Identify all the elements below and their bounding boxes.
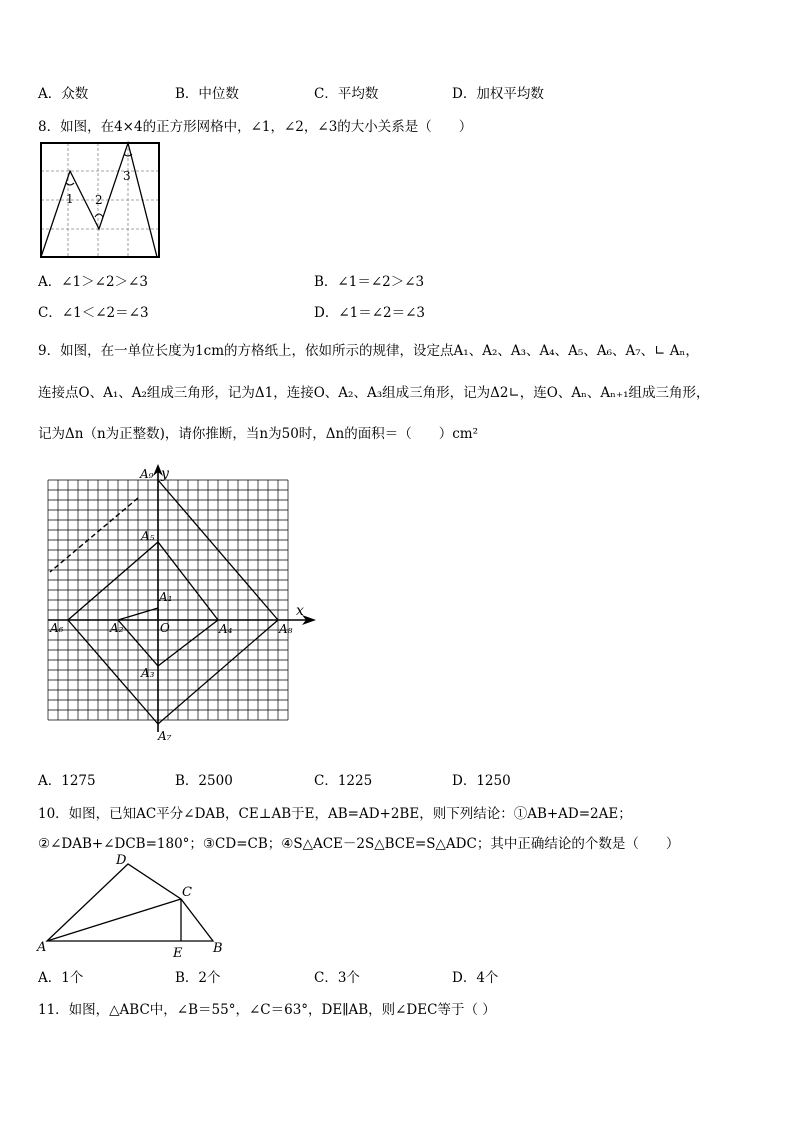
q8-angle-3-label: 3 <box>123 169 131 183</box>
q10-option-c: C．3个 <box>314 970 360 986</box>
q10-option-b: B．2个 <box>175 970 221 986</box>
q9-coordinate-figure <box>38 462 328 752</box>
q9-label-a5: A₅ <box>141 529 155 543</box>
q8-angle-2-label: 2 <box>95 193 103 207</box>
q9-label-a9: A₉ <box>140 467 154 481</box>
q9-label-a7: A₇ <box>158 729 172 743</box>
q10-option-d: D．4个 <box>452 970 499 986</box>
q10-label-c: C <box>182 885 192 900</box>
q9-option-a: A．1275 <box>38 773 96 789</box>
q9-stem-line1: 9．如图，在一单位长度为1cm的方格纸上，依如所示的规律，设定点A₁、A₂、A₃、A₄、A₅、A₆、A₇、∟ Aₙ， <box>38 343 699 359</box>
q9-label-x: x <box>296 603 304 619</box>
q7-option-a: A．众数 <box>38 86 89 102</box>
q9-dashed-continuation <box>50 498 138 572</box>
q9-option-c: C．1225 <box>314 773 373 789</box>
q9-spiral <box>68 480 278 724</box>
q10-label-e: E <box>173 946 183 961</box>
q9-label-a3: A₃ <box>141 666 155 680</box>
q9-label-a1: A₁ <box>159 590 173 604</box>
q8-figure <box>38 140 162 260</box>
q9-option-b: B．2500 <box>175 773 233 789</box>
q9-label-a4: A₄ <box>219 622 233 636</box>
q9-label-a6: A₆ <box>50 621 64 635</box>
q8-option-b: B．∠1＝∠2＞∠3 <box>314 274 425 290</box>
q9-label-y: y <box>161 466 169 482</box>
q7-option-c: C．平均数 <box>314 86 379 102</box>
q9-label-o: O <box>160 621 170 635</box>
q8-option-c: C．∠1＜∠2＝∠3 <box>38 305 149 321</box>
q8-option-d: D．∠1＝∠2＝∠3 <box>314 305 426 321</box>
q8-stem: 8．如图，在4×4的正方形网格中，∠1，∠2，∠3的大小关系是（ ） <box>38 119 473 135</box>
q10-figure <box>36 852 236 962</box>
q11-stem: 11．如图，△ABC中，∠B＝55°，∠C＝63°，DE∥AB，则∠DEC等于（ ） <box>38 1002 496 1018</box>
q9-stem-line3: 记为Δn（n为正整数)，请你推断，当n为50时，Δn的面积＝（ ）cm² <box>38 426 478 442</box>
q10-stem-line2: ②∠DAB+∠DCB=180°；③CD=CB；④S△ACE－2S△BCE=S△ADC；其中正确结论的个数是（ ） <box>38 836 680 852</box>
q10-option-a: A．1个 <box>38 970 84 986</box>
q8-option-a: A．∠1＞∠2＞∠3 <box>38 274 148 290</box>
q9-stem-line2: 连接点O、A₁、A₂组成三角形，记为Δ1，连接O、A₂、A₃组成三角形，记为Δ2∟，连O、Aₙ、Aₙ₊₁组成三角形， <box>38 385 710 401</box>
q10-label-d: D <box>116 853 127 868</box>
q7-option-d: D．加权平均数 <box>452 86 544 102</box>
q10-label-b: B <box>213 941 223 956</box>
q10-stem-line1: 10．如图，已知AC平分∠DAB，CE⊥AB于E，AB=AD+2BE，则下列结论：①AB+AD=2AE； <box>38 806 632 822</box>
q10-label-a: A <box>37 940 47 955</box>
q8-angle-1-label: 1 <box>66 192 74 206</box>
q9-option-d: D．1250 <box>452 773 511 789</box>
q9-label-a8: A₈ <box>279 622 293 636</box>
q7-option-b: B．中位数 <box>175 86 239 102</box>
q9-label-a2: A₂ <box>110 621 124 635</box>
